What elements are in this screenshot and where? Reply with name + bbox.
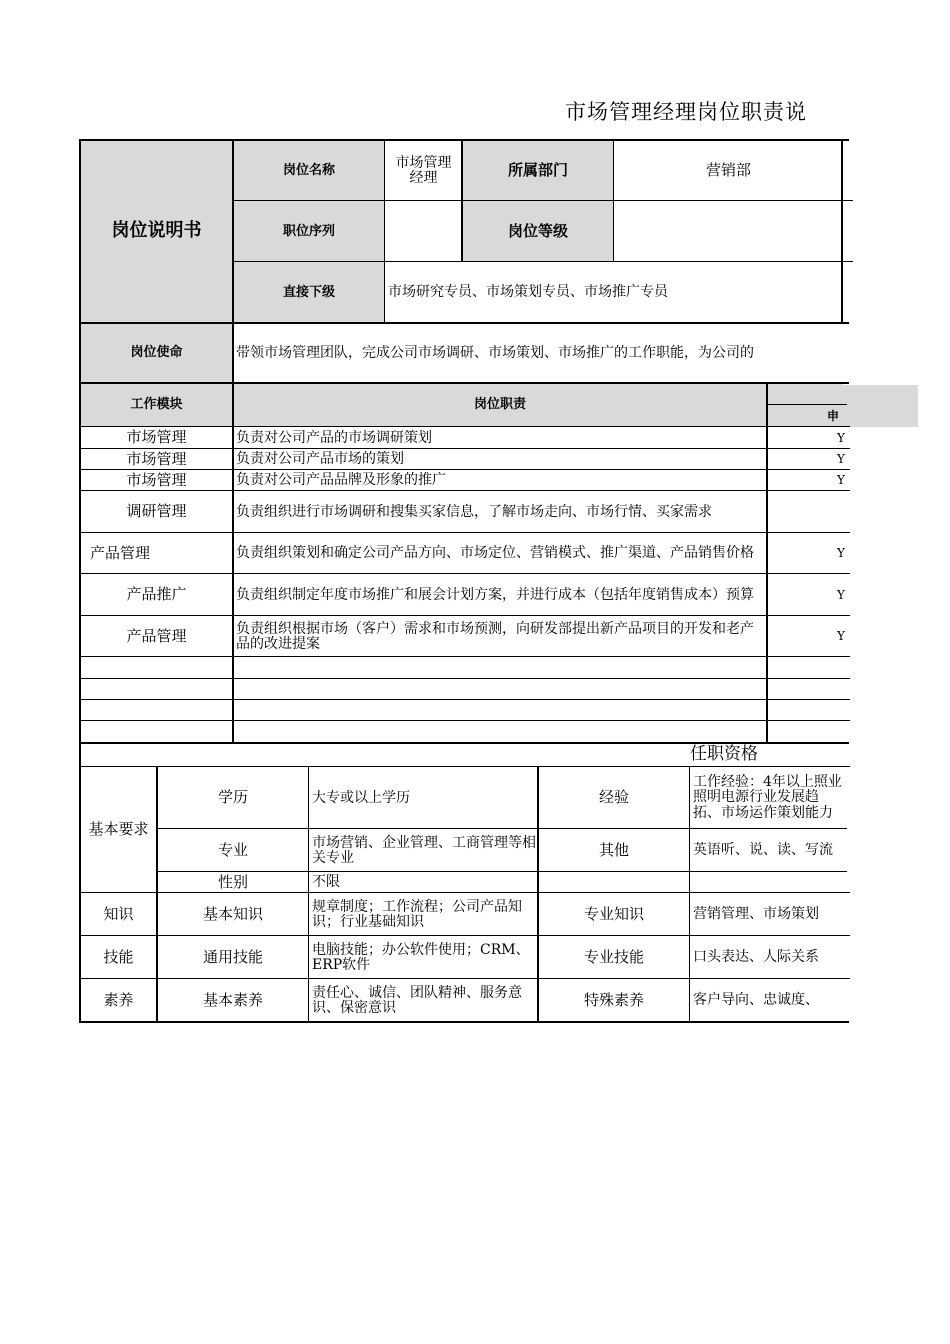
general-skill-label: 通用技能: [202, 947, 263, 966]
duty-header: 岗位职责: [233, 383, 767, 427]
subordinates-value: 市场研究专员、市场策划专员、市场推广专员: [388, 284, 668, 301]
grid-line: [80, 573, 850, 574]
gender-value: 不限: [312, 874, 340, 891]
grid-line: [233, 200, 853, 201]
grid-line: [79, 139, 81, 1023]
other-value: 英语听、说、读、写流: [693, 842, 833, 859]
basic-quality-label: 基本素养: [202, 990, 263, 1009]
grid-line: [80, 935, 850, 936]
grid-line: [766, 382, 768, 743]
education-label: 学历: [217, 788, 248, 807]
pro-knowledge-value: 营销管理、市场策划: [693, 906, 819, 923]
grid-line: [80, 656, 850, 657]
duty-text: 负责组织进行市场调研和搜集买家信息，了解市场走向、市场行情、买家需求: [236, 503, 712, 520]
quality-label: 素养: [103, 990, 134, 1009]
duty-text: 负责对公司产品的市场调研策划: [236, 429, 432, 446]
mission-text: 带领市场管理团队，完成公司市场调研、市场策划、市场推广的工作职能，为公司的: [236, 344, 754, 361]
grid-line: [157, 871, 847, 872]
grid-line: [689, 766, 690, 1023]
grid-line: [80, 615, 850, 616]
grid-line: [80, 766, 850, 767]
duty-module: 市场管理: [126, 449, 187, 468]
duty-module: 市场管理: [126, 470, 187, 489]
major-value: 市场营销、企业管理、工商管理等相关专业: [312, 834, 536, 866]
grid-line: [79, 742, 849, 744]
duty-text: 负责对公司产品市场的策划: [236, 451, 404, 468]
duty-text: 负责组织制定年度市场推广和展会计划方案，并进行成本（包括年度销售成本）预算: [236, 586, 754, 603]
document-title: 市场管理经理岗位职责说: [565, 100, 807, 124]
duty-mark: Y: [837, 629, 845, 644]
duty-text: 负责组织策划和确定公司产品方向、市场定位、营销模式、推广渠道、产品销售价格: [236, 545, 754, 562]
grid-line: [461, 139, 463, 262]
duty-module: 产品推广: [126, 585, 187, 604]
sequence-value: [385, 201, 462, 262]
education-value: 大专或以上学历: [312, 789, 410, 806]
basic-quality-value: 责任心、诚信、团队精神、服务意识、保密意识: [312, 984, 522, 1016]
subordinates-label: 直接下级: [233, 262, 385, 323]
experience-label: 经验: [598, 788, 629, 807]
grid-line: [157, 828, 847, 829]
partial-header-top: [767, 383, 843, 405]
major-label: 专业: [217, 840, 248, 859]
pro-skill-label: 专业技能: [583, 947, 644, 966]
position-name-label: 岗位名称: [233, 140, 385, 201]
other-label: 其他: [598, 840, 629, 859]
basic-requirements-label: 基本要求: [88, 820, 149, 839]
grid-line: [233, 261, 853, 262]
module-header: 工作模块: [80, 383, 233, 427]
duty-mark: [767, 491, 843, 533]
grid-line: [80, 426, 850, 427]
grid-line: [537, 766, 539, 1023]
grid-line: [80, 448, 850, 449]
grid-line: [80, 490, 850, 491]
grid-line: [232, 139, 234, 743]
overflow-header-cell: [843, 385, 918, 427]
department-value: 营销部: [705, 160, 751, 179]
sequence-label: 职位序列: [233, 201, 385, 262]
grade-label: 岗位等级: [462, 201, 614, 262]
grid-line: [767, 404, 847, 405]
grid-line: [308, 766, 309, 1023]
partial-header: 申: [767, 405, 843, 427]
duty-text: 负责对公司产品品牌及形象的推广: [236, 472, 446, 489]
grid-line: [79, 1021, 849, 1023]
basic-knowledge-value: 规章制度；工作流程；公司产品知识；行业基础知识: [312, 898, 522, 930]
duty-mark: Y: [837, 587, 845, 602]
grid-line: [80, 720, 850, 721]
grid-line: [80, 699, 850, 700]
grid-line: [613, 139, 614, 262]
duty-mark: Y: [837, 452, 845, 467]
duty-module: 产品管理: [126, 626, 187, 645]
pro-knowledge-label: 专业知识: [583, 904, 644, 923]
duty-text: 负责组织根据市场（客户）需求和市场预测，向研发部提出新产品项目的开发和老产品的改进提案: [236, 620, 754, 652]
grid-line: [79, 139, 849, 141]
basic-knowledge-label: 基本知识: [202, 904, 263, 923]
grid-line: [80, 532, 850, 533]
duty-mark: Y: [837, 473, 845, 488]
skill-label: 技能: [103, 947, 134, 966]
grid-line: [156, 766, 158, 1023]
special-quality-value: 客户导向、忠诚度、: [693, 992, 819, 1009]
grid-line: [80, 978, 850, 979]
gender-label: 性别: [217, 872, 248, 891]
mission-label: 岗位使命: [80, 323, 233, 383]
grid-line: [384, 139, 385, 323]
knowledge-label: 知识: [103, 904, 134, 923]
grid-line: [79, 382, 849, 384]
duty-module: 产品管理: [90, 543, 151, 562]
experience-value: 工作经验：4年以上照业照明电源行业发展趋拓、市场运作策划能力: [693, 773, 842, 821]
grid-line: [80, 678, 850, 679]
grade-value: [614, 201, 843, 262]
qualifications-title: 任职资格: [690, 744, 758, 765]
duty-mark: Y: [837, 430, 845, 445]
grid-line: [80, 892, 850, 893]
duty-module: 调研管理: [126, 502, 187, 521]
grid-line: [841, 139, 843, 323]
doc-label: 岗位说明书: [80, 140, 233, 323]
pro-skill-value: 口头表达、人际关系: [693, 949, 819, 966]
duty-module: 市场管理: [126, 428, 187, 447]
grid-line: [79, 322, 849, 324]
general-skill-value: 电脑技能；办公软件使用；CRM、ERP软件: [312, 941, 530, 973]
position-name-value: 市场管理经理: [395, 154, 452, 186]
grid-line: [80, 469, 850, 470]
department-label: 所属部门: [462, 140, 614, 201]
special-quality-label: 特殊素养: [583, 990, 644, 1009]
duty-mark: Y: [837, 546, 845, 561]
